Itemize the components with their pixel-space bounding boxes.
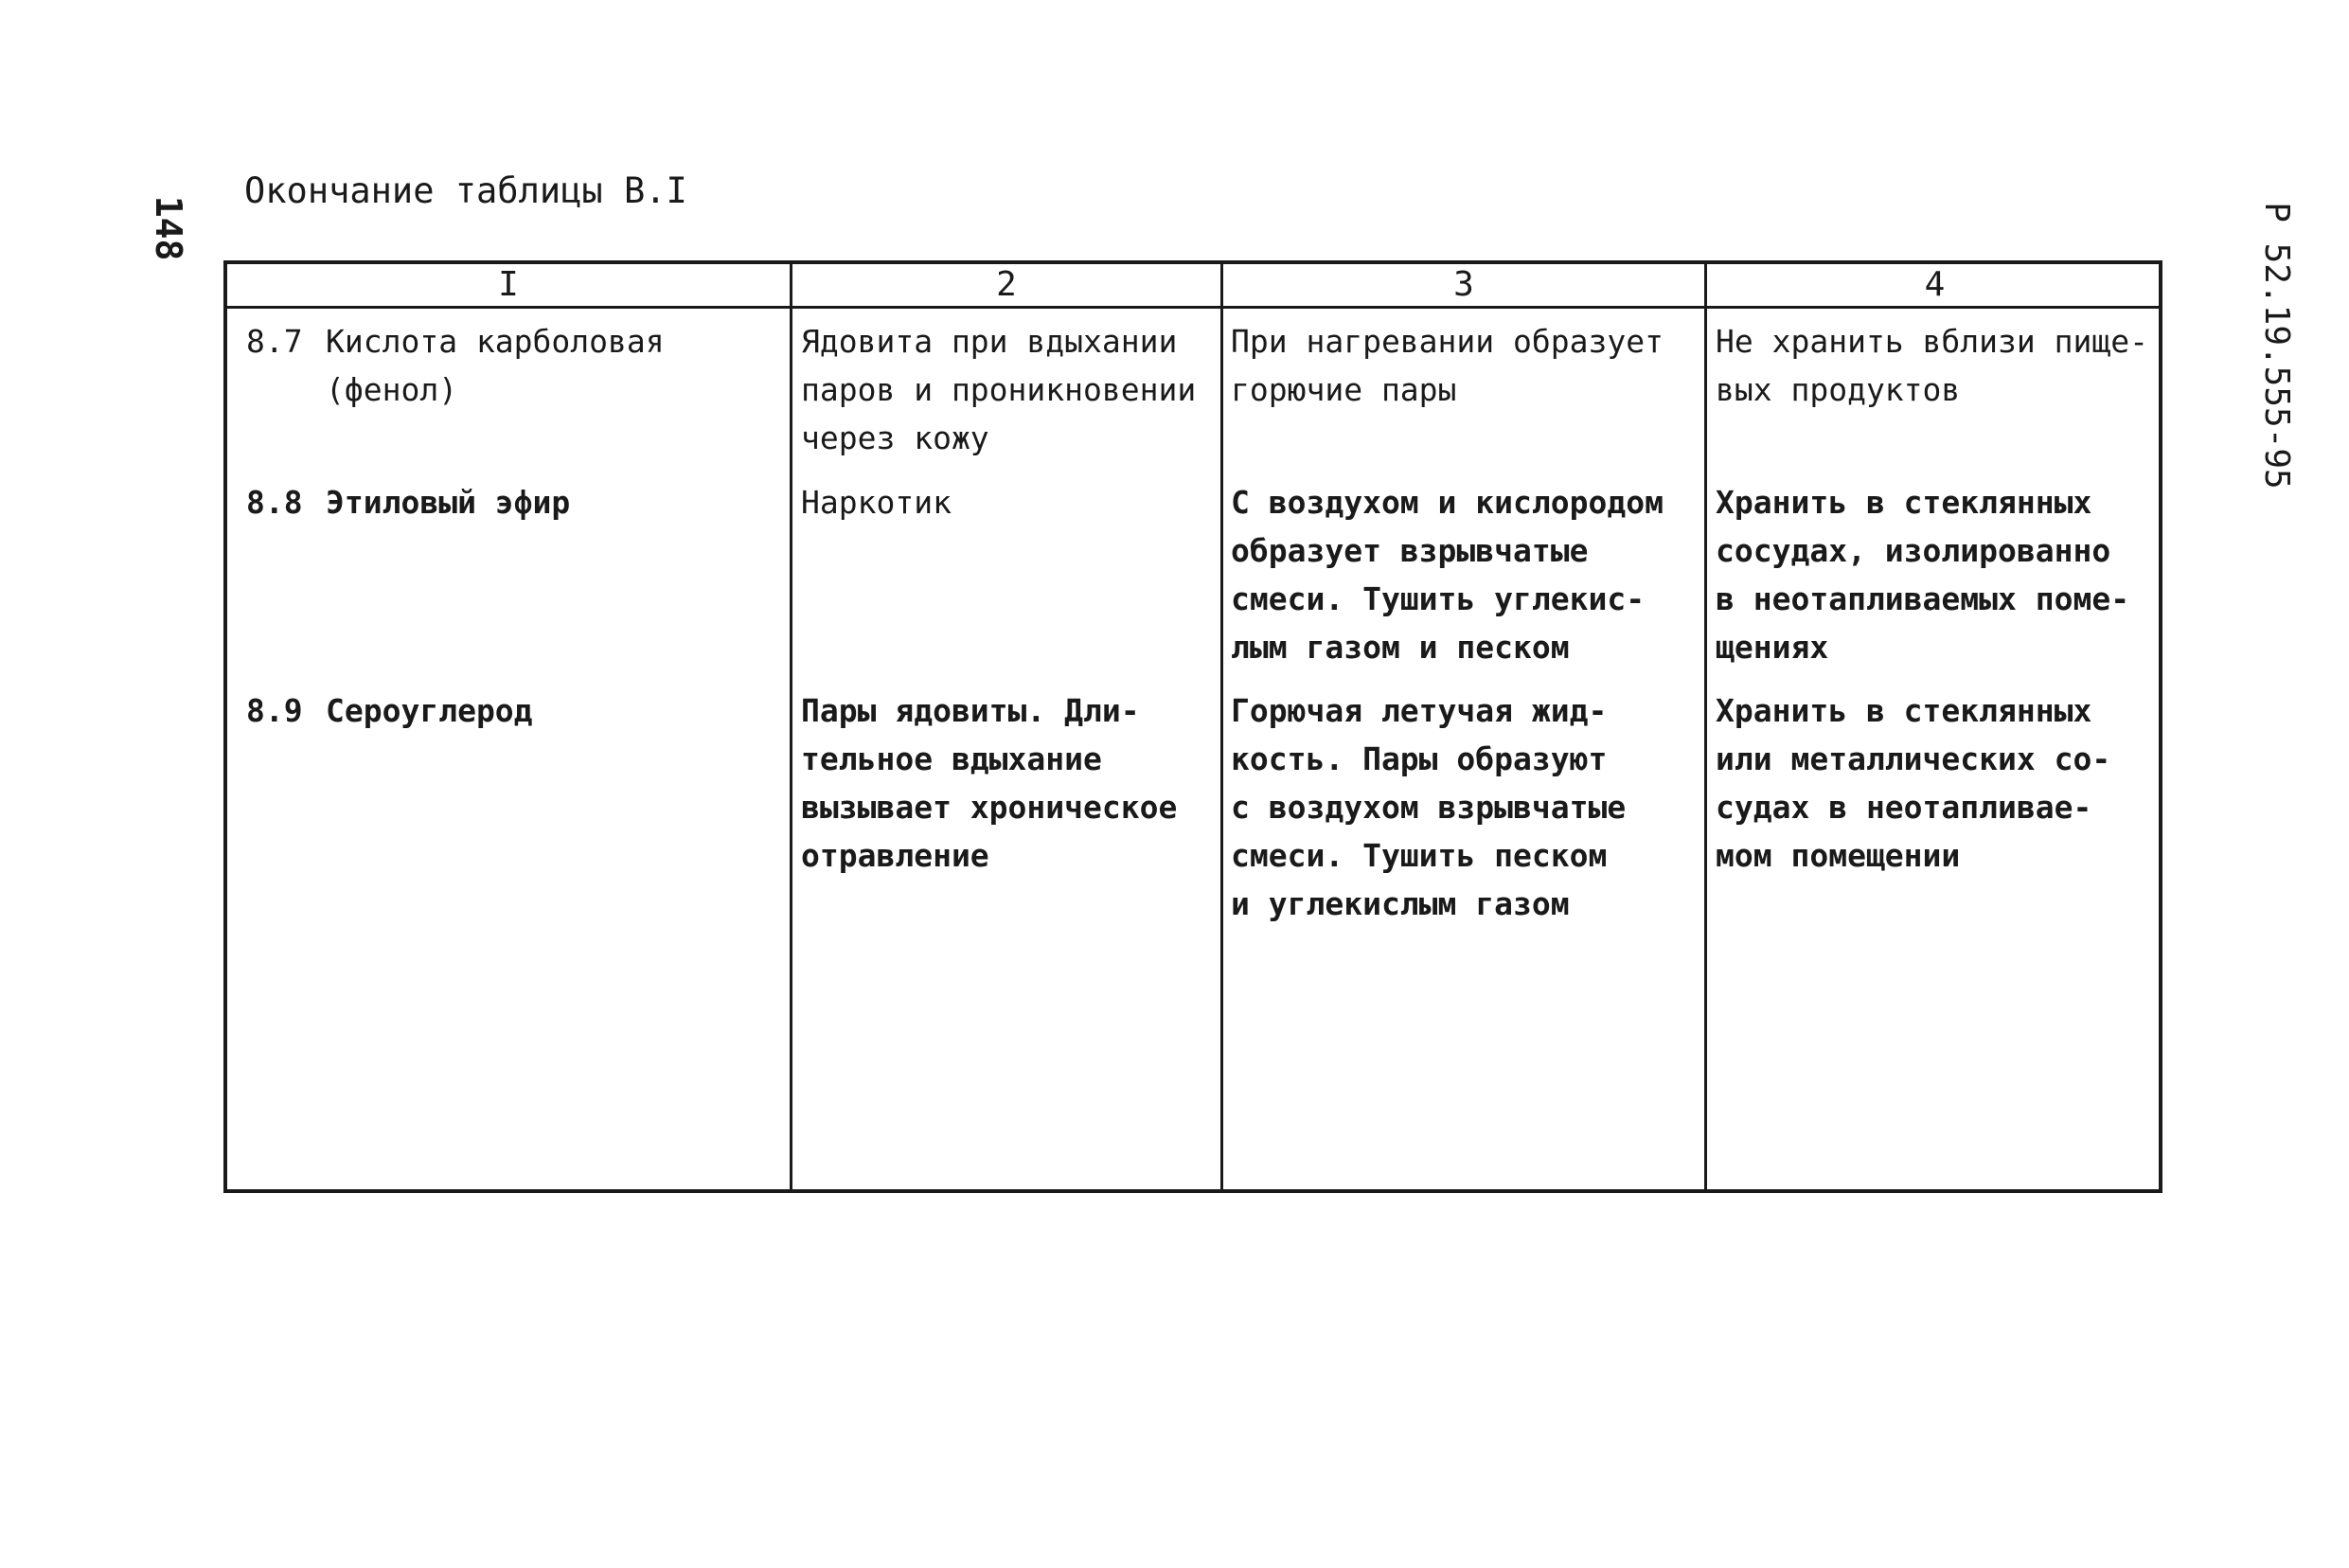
row-hazard-cell: Наркотик: [801, 484, 952, 521]
row-fire-properties-cell: С воздухом и кислородом образует взрывчатые смеси. Тушить углекис- лым газом и песком: [1231, 484, 1664, 666]
column-header-4: 4: [1924, 265, 1946, 304]
table-row-name: [246, 478, 570, 526]
row-storage-cell: Не хранить вблизи пище- вых продуктов: [1716, 323, 2148, 408]
row-name-continued: (фенол): [326, 371, 458, 408]
row-fire-properties-cell: При нагревании образует горючие пары: [1231, 323, 1664, 408]
row-storage-cell: Хранить в стеклянных или металлических со- судах в неотапливае- мом помещении: [1716, 692, 2111, 874]
column-divider-1: [790, 264, 792, 1189]
row-fire-properties-cell: Горючая летучая жид- кость. Пары образуют с воздухом взрывчатые смеси. Тушить песком и углекислым газом: [1231, 692, 1627, 922]
table-row-name: [246, 317, 665, 414]
data-table: [223, 260, 2162, 1193]
table-row-name: [246, 686, 533, 735]
row-storage-cell: Хранить в стеклянных сосудах, изолированно в неотапливаемых поме- щениях: [1716, 484, 2130, 666]
header-divider: [227, 306, 2159, 309]
page-number: 148: [148, 195, 189, 261]
row-name: Кислота карболовая: [326, 323, 665, 360]
row-number: 8.8: [246, 484, 303, 521]
row-number: 8.7: [246, 323, 303, 360]
document-code: Р 52.19.555-95: [2257, 202, 2297, 490]
column-divider-2: [1220, 264, 1223, 1189]
column-header-3: 3: [1453, 265, 1474, 304]
row-number: 8.9: [246, 692, 303, 729]
table-caption: Окончание таблицы В.I: [244, 170, 687, 211]
column-divider-3: [1704, 264, 1707, 1189]
column-header-2: 2: [996, 265, 1017, 304]
row-hazard-cell: Пары ядовиты. Дли- тельное вдыхание вызывает хроническое отравление: [801, 692, 1178, 874]
column-header-1: I: [498, 265, 519, 304]
row-hazard-cell: Ядовита при вдыхании паров и проникновении через кожу: [801, 323, 1197, 456]
row-name: Сероуглерод: [326, 692, 533, 729]
row-name: Этиловый эфир: [326, 484, 571, 521]
